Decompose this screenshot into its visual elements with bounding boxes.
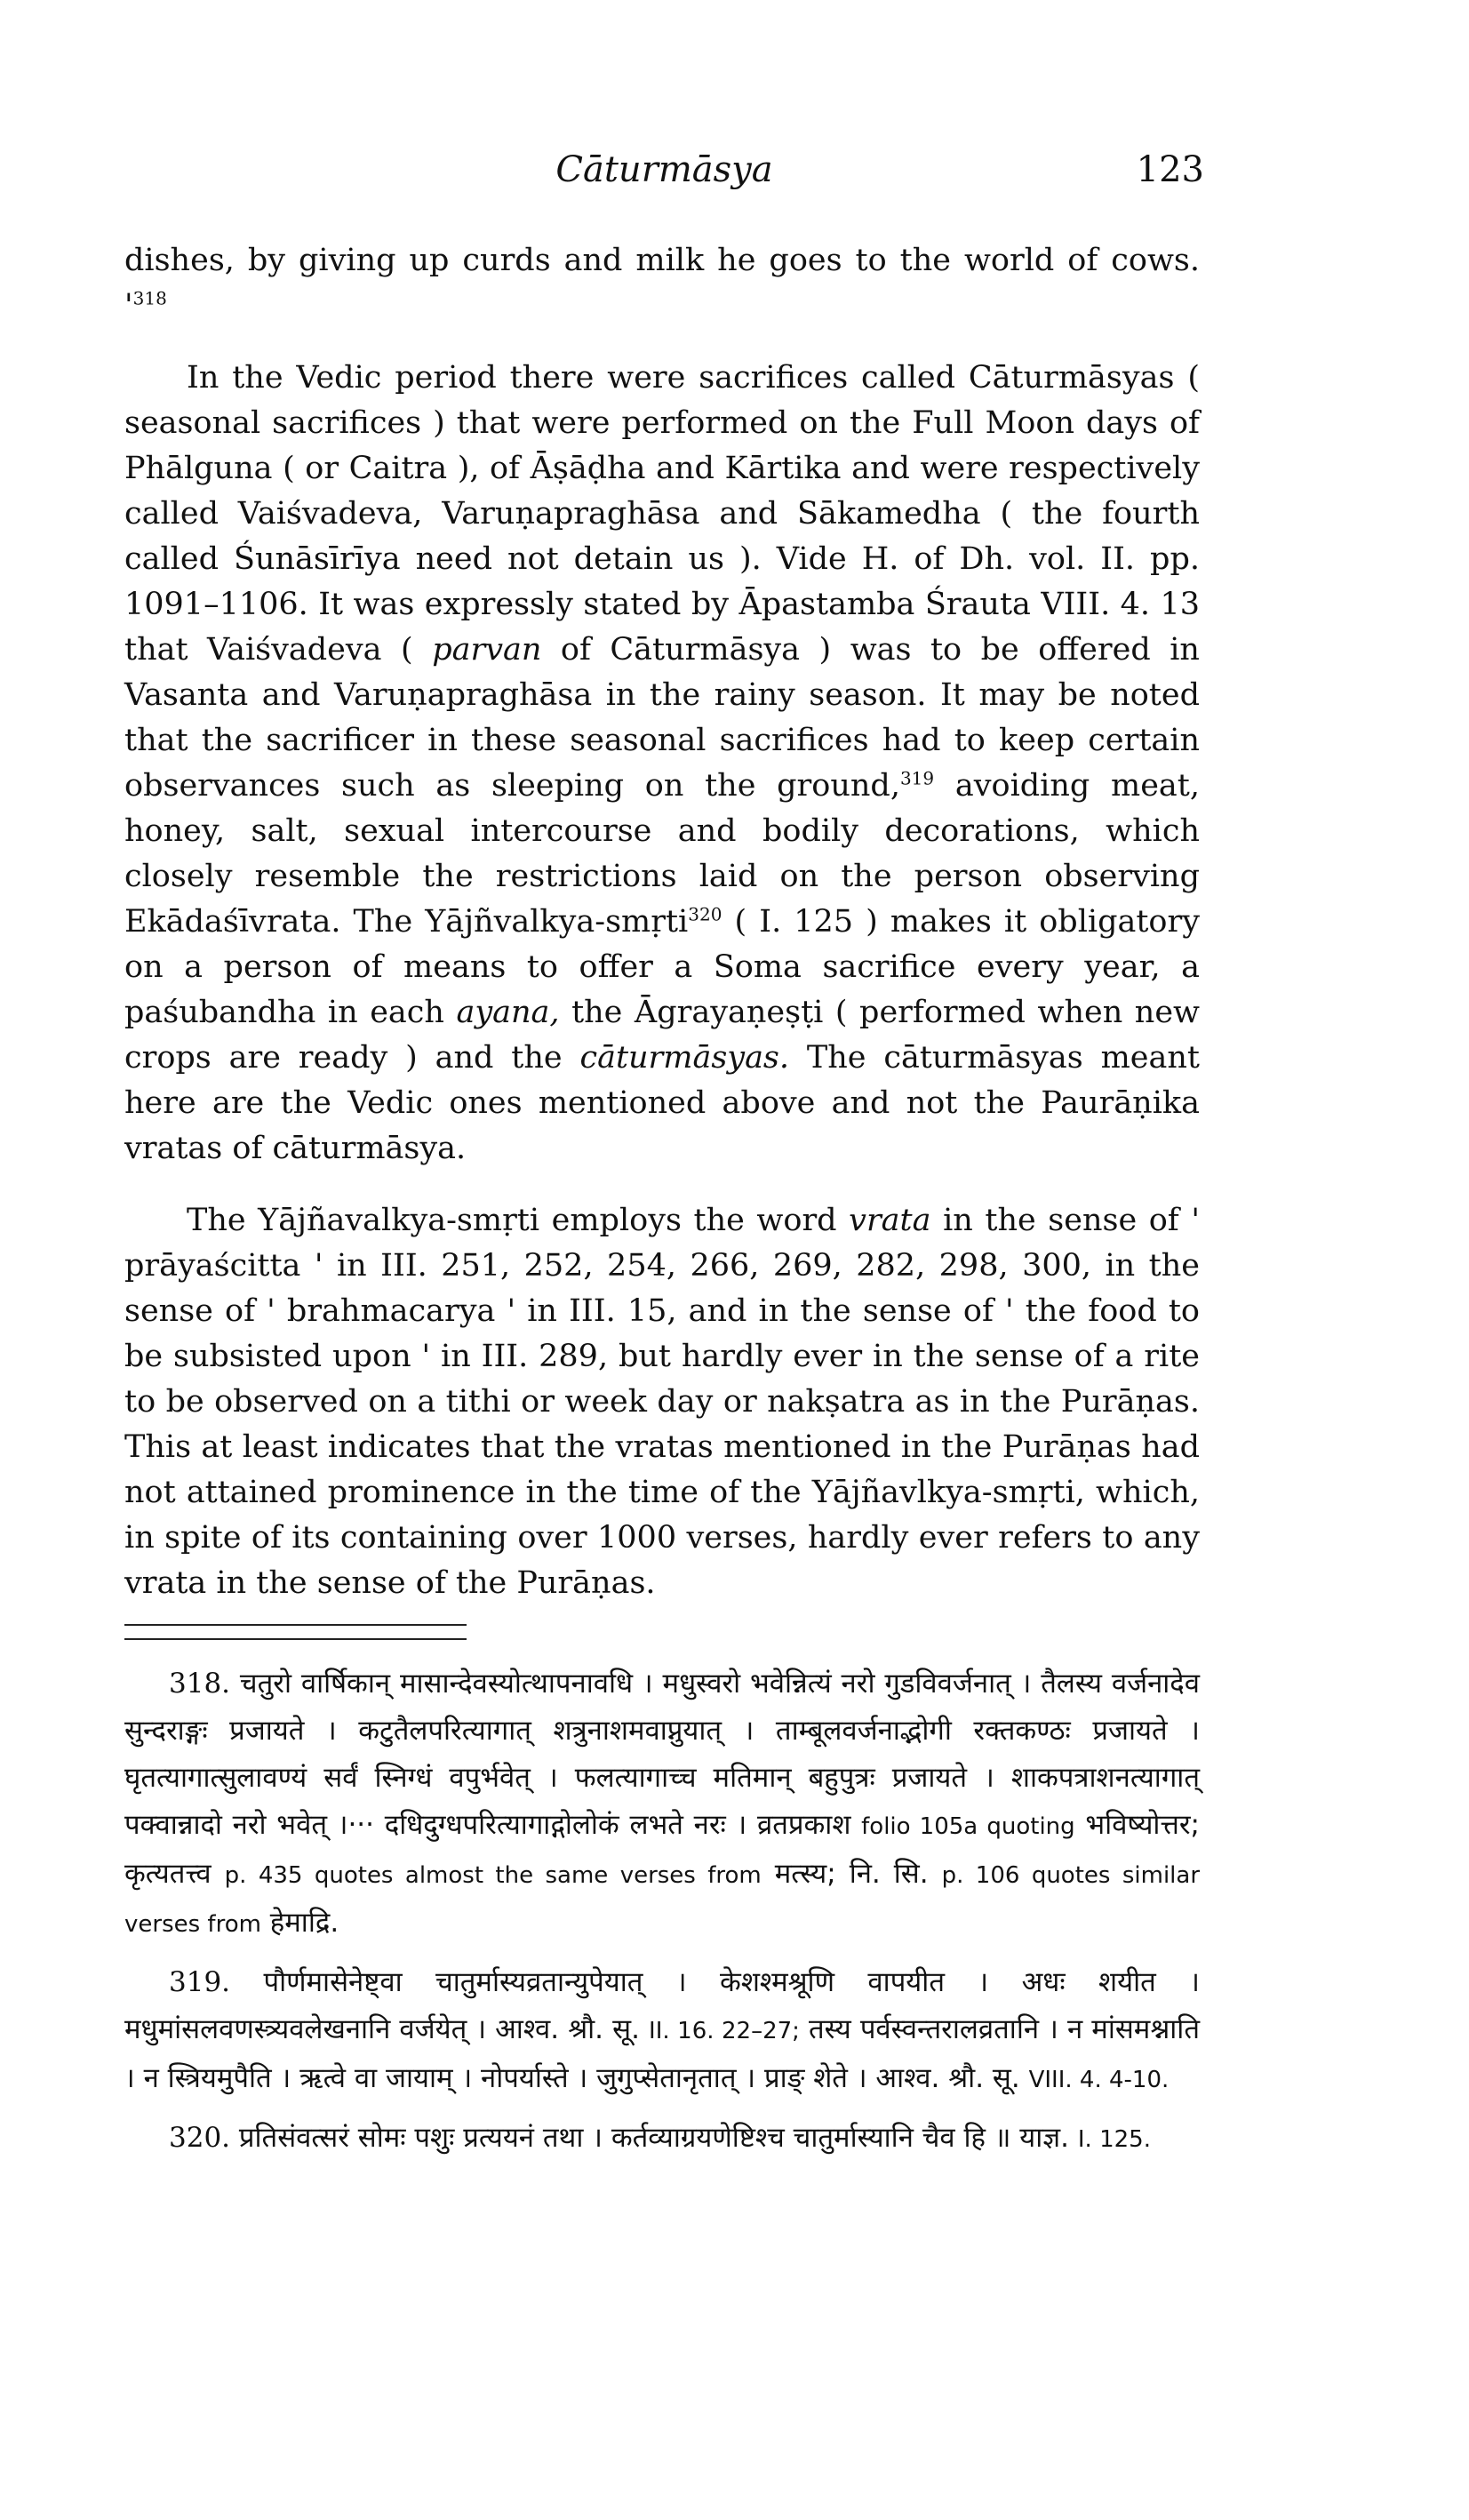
term-ayana: ayana, [456, 995, 560, 1030]
paragraph-3-text-a: The Yājñavalkya-smṛti employs the word [187, 1203, 837, 1238]
paragraph-3 [124, 1198, 1200, 1606]
paragraph-2-text-e: the Āgrayaṇeṣṭi ( performed when new crops are ready ) and the [124, 995, 1200, 1076]
paragraph-2-text-c: avoiding meat, honey, salt, sexual intercourse and bodily decorations, which closely resemble the restrictions laid on the person observing Ekādaśīvrata. The Yājñvalkya-smṛti [124, 768, 1200, 940]
footnote-number: 320. [169, 2122, 231, 2154]
page-header [124, 149, 1204, 203]
main-text [124, 238, 1200, 1633]
paragraph-2 [124, 356, 1200, 1172]
footnote-318-folio: folio 105a quoting [861, 1813, 1075, 1840]
footnote-318 [124, 1660, 1200, 1948]
footnote-319 [124, 1959, 1200, 2104]
footnote-318-note: p. 435 quotes almost the same verses from [224, 1862, 762, 1889]
term-caturmasyas: cāturmāsyas. [579, 1040, 790, 1076]
running-title: Cāturmāsya [555, 149, 773, 190]
footnote-318-sanskrit: चतुरो वार्षिकान् मासान्देवस्योत्थापनावधि । मधुस्वरो भवेन्नित्यं नरो गुडविवर्जनात् । तैलस्य वर्जनादेव सुन्दराङ्गः प्रजायते । कटुतैलपरित्यागात् शत्रुनाशमवाप्नुयात् । ताम्बूलवर्जनाद्भोगी रक्तकण्ठः प्रजायते । घृतत्यागात्सुलावण्यं सर्वं स्निग्धं वपुर्भवेत् । फलत्यागाच्च मतिमान् बहुपुत्रः प्रजायते । शाकपत्राशनत्यागात् पक्वान्नादो नरो भवेत् ।··· दधिदुग्धपरित्यागाद्गोलोकं लभते नरः । व्रतप्रकाश [124, 1668, 1201, 1841]
footnote-320-ref: I. 125. [1077, 2126, 1151, 2153]
footnote-320 [124, 2115, 1200, 2164]
page-number: 123 [1136, 149, 1204, 190]
paragraph-2-text-b: of Cāturmāsya ) was to be offered in Vasanta and Varuṇapraghāsa in the rainy season. It may be noted that the sacrificer in these seasonal sacrifices had to keep certain observances such as sleeping on the ground, [124, 632, 1200, 804]
footnote-number: 318. [169, 1668, 231, 1700]
footnote-318-hemadri: हेमाद्रि. [269, 1907, 339, 1939]
footnote-318-matsya: मत्स्य; नि. सि. [774, 1858, 929, 1890]
footnote-319-ref-a: II. 16. 22–27; [649, 2018, 800, 2044]
footnote-318-source: भविष्योत्तर; कृत्यतत्त्व [124, 1809, 1200, 1890]
paragraph-3-text-b: in the sense of ' prāyaścitta ' in III. 251, 252, 254, 266, 269, 282, 298, 300, in the sense of ' brahmacarya ' in III. 15, and in the sense of ' the food to be subsisted upon ' in III. 289, but hardly ever in the sense of a rite to be observed on a tithi or week day or nakṣatra as in the Purāṇas. This at least indicates that the vratas mentioned in the Purāṇas had not attained prominence in the time of the Yājñavlkya-smṛti, which, in spite of its containing over 1000 verses, hardly ever refers to any vrata in the sense of the Purāṇas. [124, 1203, 1200, 1601]
paragraph-2-text-d: ( I. 125 ) makes it obligatory on a person of means to offer a Soma sacrifice every year, a paśubandha in each [124, 904, 1200, 1030]
footnote-ref-318: 318 [132, 287, 167, 309]
paragraph-2-text-a: In the Vedic period there were sacrifices called Cāturmāsyas ( seasonal sacrifices ) that were performed on the Full Moon days of Phālguna ( or Caitra ), of Āṣāḍha and Kārtika and were respectively called Vaiśvadeva, Varuṇapraghāsa and Sākamedha ( the fourth called Śunāsīrīya need not detain us ). Vide H. of Dh. vol. II. pp. 1091–1106. It was expressly stated by Āpastamba Śrauta VIII. 4. 13 that Vaiśvadeva ( [124, 360, 1200, 668]
term-parvan: parvan [432, 632, 542, 668]
footnote-318-similar: p. 106 quotes similar verses from [124, 1862, 1201, 1938]
footnote-separator [124, 1624, 467, 1640]
paragraph-2-text-f: The cāturmāsyas meant here are the Vedic ones mentioned above and not the Paurāṇika vratas of cāturmāsya. [124, 1040, 1200, 1166]
term-vrata: vrata [849, 1203, 931, 1238]
footnote-319-ref-b: VIII. 4. 4-10. [1028, 2067, 1170, 2093]
footnote-319-sanskrit-a: पौर्णमासेनेष्ट्वा चातुर्मास्यव्रतान्युपेयात् । केशश्मश्रूणि वापयीत । अधः शयीत । मधुमांसलवणस्त्र्यवलेखनानि वर्जयेत् । आश्व. श्रौ. सू. [124, 1966, 1200, 2045]
footnote-320-sanskrit: प्रतिसंवत्सरं सोमः पशुः प्रत्ययनं तथा । कर्तव्याग्रयणेष्टिश्च चातुर्मास्यानि चैव हि ॥ याज्ञ. [238, 2122, 1070, 2154]
footnote-number: 319. [169, 1966, 231, 1998]
footnotes [124, 1660, 1200, 2174]
footnote-ref-320: 320 [688, 903, 723, 925]
footnote-319-sanskrit-b: तस्य पर्वस्वन्तरालव्रतानि । न मांसमश्नाति । न स्त्रियमुपैति । ऋत्वे वा जायाम् । नोपर्यास्ते । जुगुप्सेतानृतात् । प्राङ् शेते । आश्व. श्रौ. सू. [124, 2013, 1200, 2094]
footnote-ref-319: 319 [899, 767, 935, 789]
paragraph-1-text: dishes, by giving up curds and milk he goes to the world of cows. ' [124, 243, 1200, 324]
paragraph-1 [124, 238, 1200, 329]
